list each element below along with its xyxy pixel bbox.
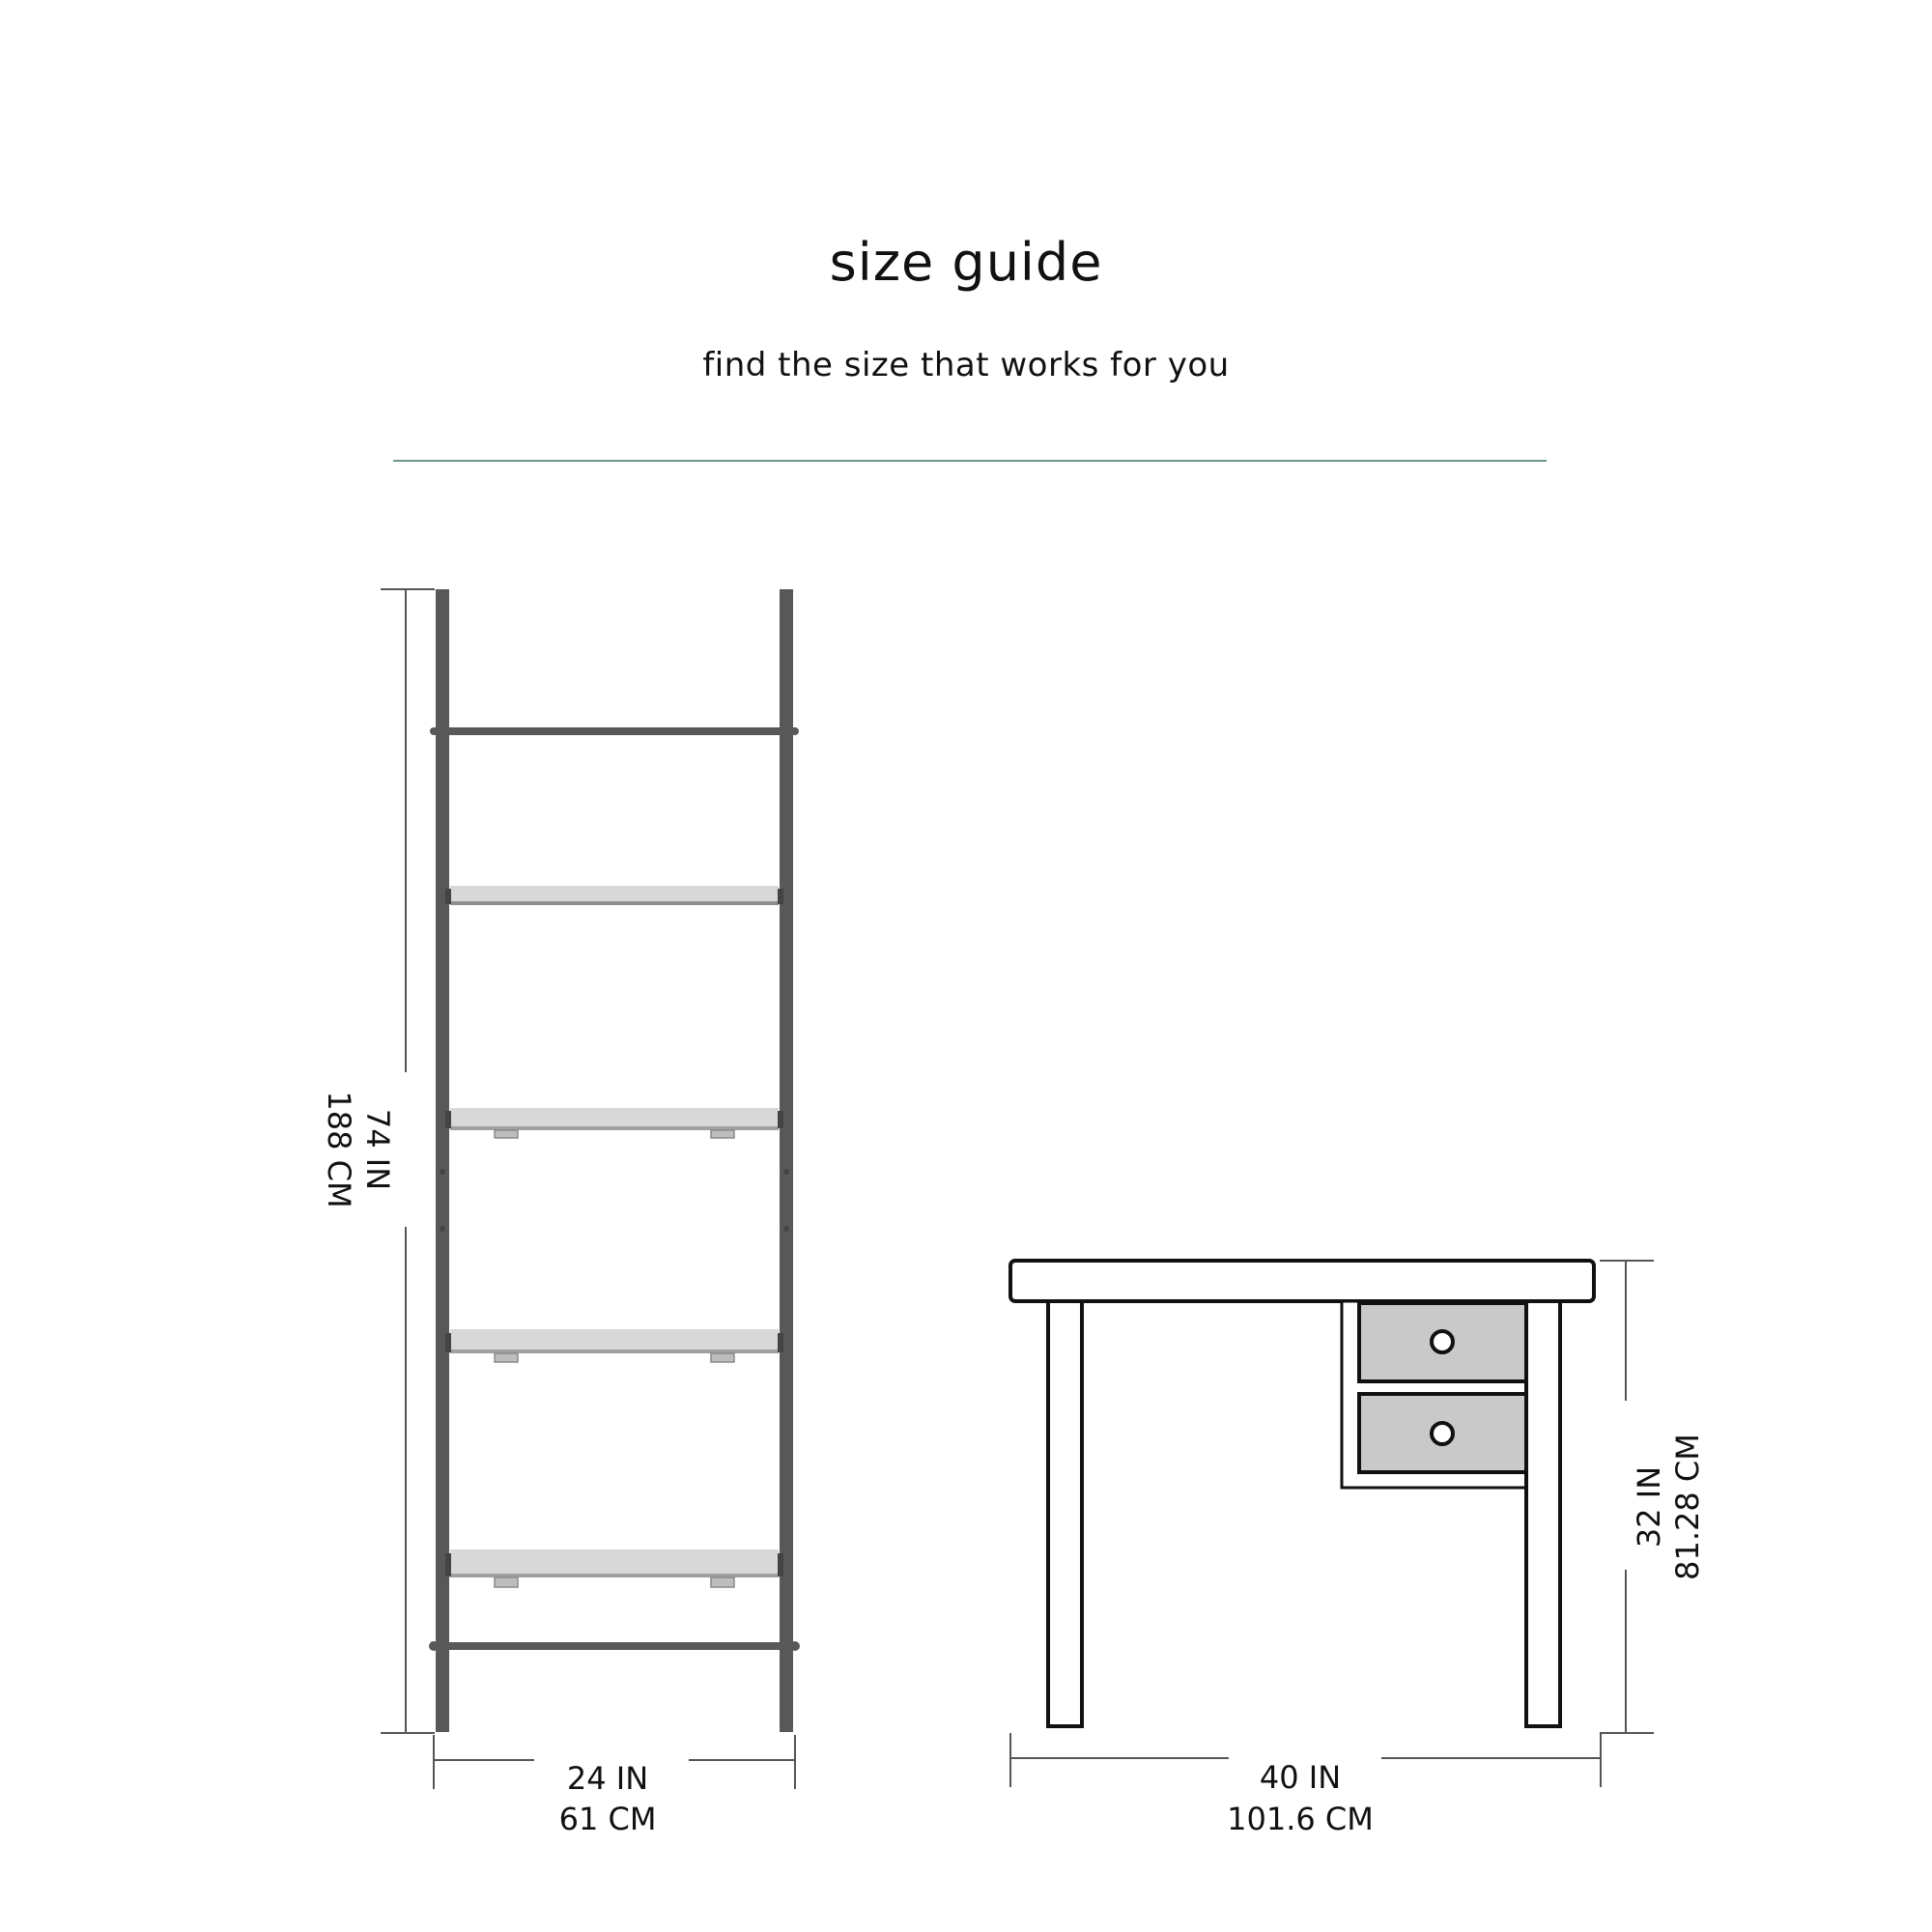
ladder-bottom-bar [434, 1642, 795, 1650]
page-subtitle: find the size that works for you [702, 346, 1230, 384]
ladder-shelf-3 [445, 1329, 783, 1362]
desk-drawing [1010, 1261, 1594, 1726]
ladder-shelf-drawing [429, 589, 800, 1732]
desk-right-leg [1526, 1301, 1560, 1726]
ladder-width-cm: 61 CM [558, 1801, 657, 1837]
desk-width-in: 40 IN [1259, 1759, 1342, 1796]
desk-left-leg [1048, 1301, 1082, 1726]
ladder-top-bar [434, 727, 795, 735]
desk-width-cm: 101.6 CM [1227, 1801, 1374, 1837]
ladder-shelf-1 [445, 886, 783, 905]
ladder-shelf-2 [445, 1108, 783, 1138]
desk-height-in: 32 IN [1631, 1465, 1667, 1548]
ladder-height-in: 74 IN [359, 1108, 396, 1191]
ladder-shelf-4 [445, 1549, 783, 1587]
drawer-top-knob [1432, 1331, 1453, 1352]
ladder-width-in: 24 IN [566, 1760, 649, 1797]
page-title: size guide [829, 232, 1103, 293]
desk-height-cm: 81.28 CM [1669, 1434, 1706, 1580]
desk-top [1010, 1261, 1594, 1301]
ladder-height-cm: 188 CM [321, 1091, 357, 1208]
drawer-bottom-knob [1432, 1423, 1453, 1444]
